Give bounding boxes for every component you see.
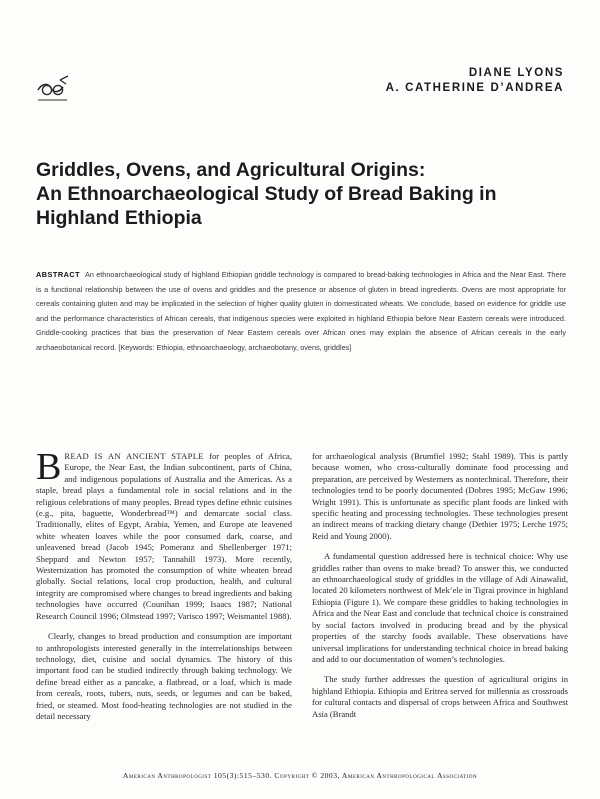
author-name: A. CATHERINE D’ANDREA <box>385 82 564 94</box>
body-paragraph: for archaeological analysis (Brumfiel 1992; Stahl 1989). This is partly because women, who cross-culturally dominate food processing and preparation, are perceived by Westerners as nontechnical. Therefore, their technologies tend to be poorly documented (Dobres 1995; McGaw 1996; Wright 1991). This is unfortunate as specific plant foods are linked with specific heating and processing technologies. These technologies present an indirect means of tracking dietary change (Dethier 1975; Lerche 1975; Reid and Young 2000). <box>312 451 568 541</box>
abstract-text: An ethnoarchaeological study of highland Ethiopian griddle technology is compared to bread-baking technologies in Africa and the Near East. There is a functional relationship between the use of ovens and griddles and the presence or absence of gluten in bread ingredients. Ovens are most appropriate for cereals containing gluten and may be implicated in the selection of higher quality gluten in domesticated wheats. We conclude, based on evidence for griddle use and the performance characteristics of African cereals, that indigenous species were exploited in highland Ethiopia before Near Eastern cereals were introduced. Griddle-cooking practices that bias the preservation of Near Eastern cereals over African ones may explain the absence of African cereals in the early archaeobotanical record. [Keywords: Ethiopia, ethnoarchaeology, archaeobotany, ovens, griddles] <box>36 270 567 352</box>
lead-in-caps: READ IS AN ANCIENT STAPLE <box>64 451 204 461</box>
body-paragraph: A fundamental question addressed here is technical choice: Why use griddles rather than ovens to make bread? To answer this, we conducted an ethnoarchaeological study of griddles in the village of Adi Ainawalid, located 20 kilometers northwest of Mek’ele in Tigrai province in highland Ethiopia (Figure 1). We compare these griddles to baking technologies in Africa and the Near East and conclude that technical choice is constrained by social factors involved in producing bread and by the physical properties of the starchy foods available. These observations have universal implications for understanding technical choice in bread baking and add to our documentation of women’s technologies. <box>312 551 568 664</box>
article-title <box>36 158 576 230</box>
author-list <box>386 66 564 96</box>
abstract-label: ABSTRACT <box>36 270 81 279</box>
paragraph-text: for peoples of Africa, Europe, the Near East, the Indian subcontinent, parts of China, and indigenous populations of Australia and the Americas. As a staple, bread plays a fundamental role in social relations and in the religious celebrations of many peoples. Bread types define ethnic cuisines (e.g., pita, baguette, Wonderbread™) and demarcate social class. Traditionally, elites of Egypt, Arabia, Yemen, and Europe ate leavened white wheaten loaves while the poor consumed dark, coarse, and unleavened bread (Jacob 1945; Pomeranz and Shellenberger 1971; Sheppard and Newton 1957; Tannahill 1973). More recently, Westernization has promoted the consumption of white wheaten bread globally. Social relations, local crop production, health, and cultural integrity are compromised where changes to bread ingredients and baking technologies have occurred (Counihan 1999; Isaacs 1987; National Research Council 1996; Olmstead 1997; Varisco 1997; Weismantel 1988). <box>36 451 292 621</box>
drop-cap: B <box>36 446 62 488</box>
body-paragraph: The study further addresses the question of agricultural origins in highland Ethiopia. Ethiopia and Eritrea served for millennia as crossroads for cultural contacts and dispersal of crops between Africa and Southwest Asia (Brandt <box>312 674 568 719</box>
body-column-right <box>312 451 568 720</box>
title-line: Griddles, Ovens, and Agricultural Origins: <box>36 159 426 181</box>
abstract <box>36 268 566 356</box>
body-paragraph: Clearly, changes to bread production and consumption are important to anthropologists interested generally in the interrelationships between technology, diet, cuisine and social dynamics. The history of this important food can be studied indirectly through baking technology. We define bread either as a pancake, a flatbread, or a loaf, which is made from cereals, roots, tubers, nuts, seeds, or legumes and can be baked, fried, or steamed. Most food-heating technologies are not studied in the detail necessary <box>36 631 292 721</box>
title-line: An Ethnoarchaeological Study of Bread Baking in <box>36 183 497 205</box>
body-paragraph <box>36 446 292 622</box>
body-column-left <box>36 446 292 722</box>
title-line: Highland Ethiopia <box>36 207 202 229</box>
page-footer-citation: American Anthropologist 105(3):515–530. Copyright © 2003, American Anthropological Association <box>122 771 478 780</box>
author-name: DIANE LYONS <box>468 67 564 79</box>
journal-logo-icon <box>36 74 70 102</box>
